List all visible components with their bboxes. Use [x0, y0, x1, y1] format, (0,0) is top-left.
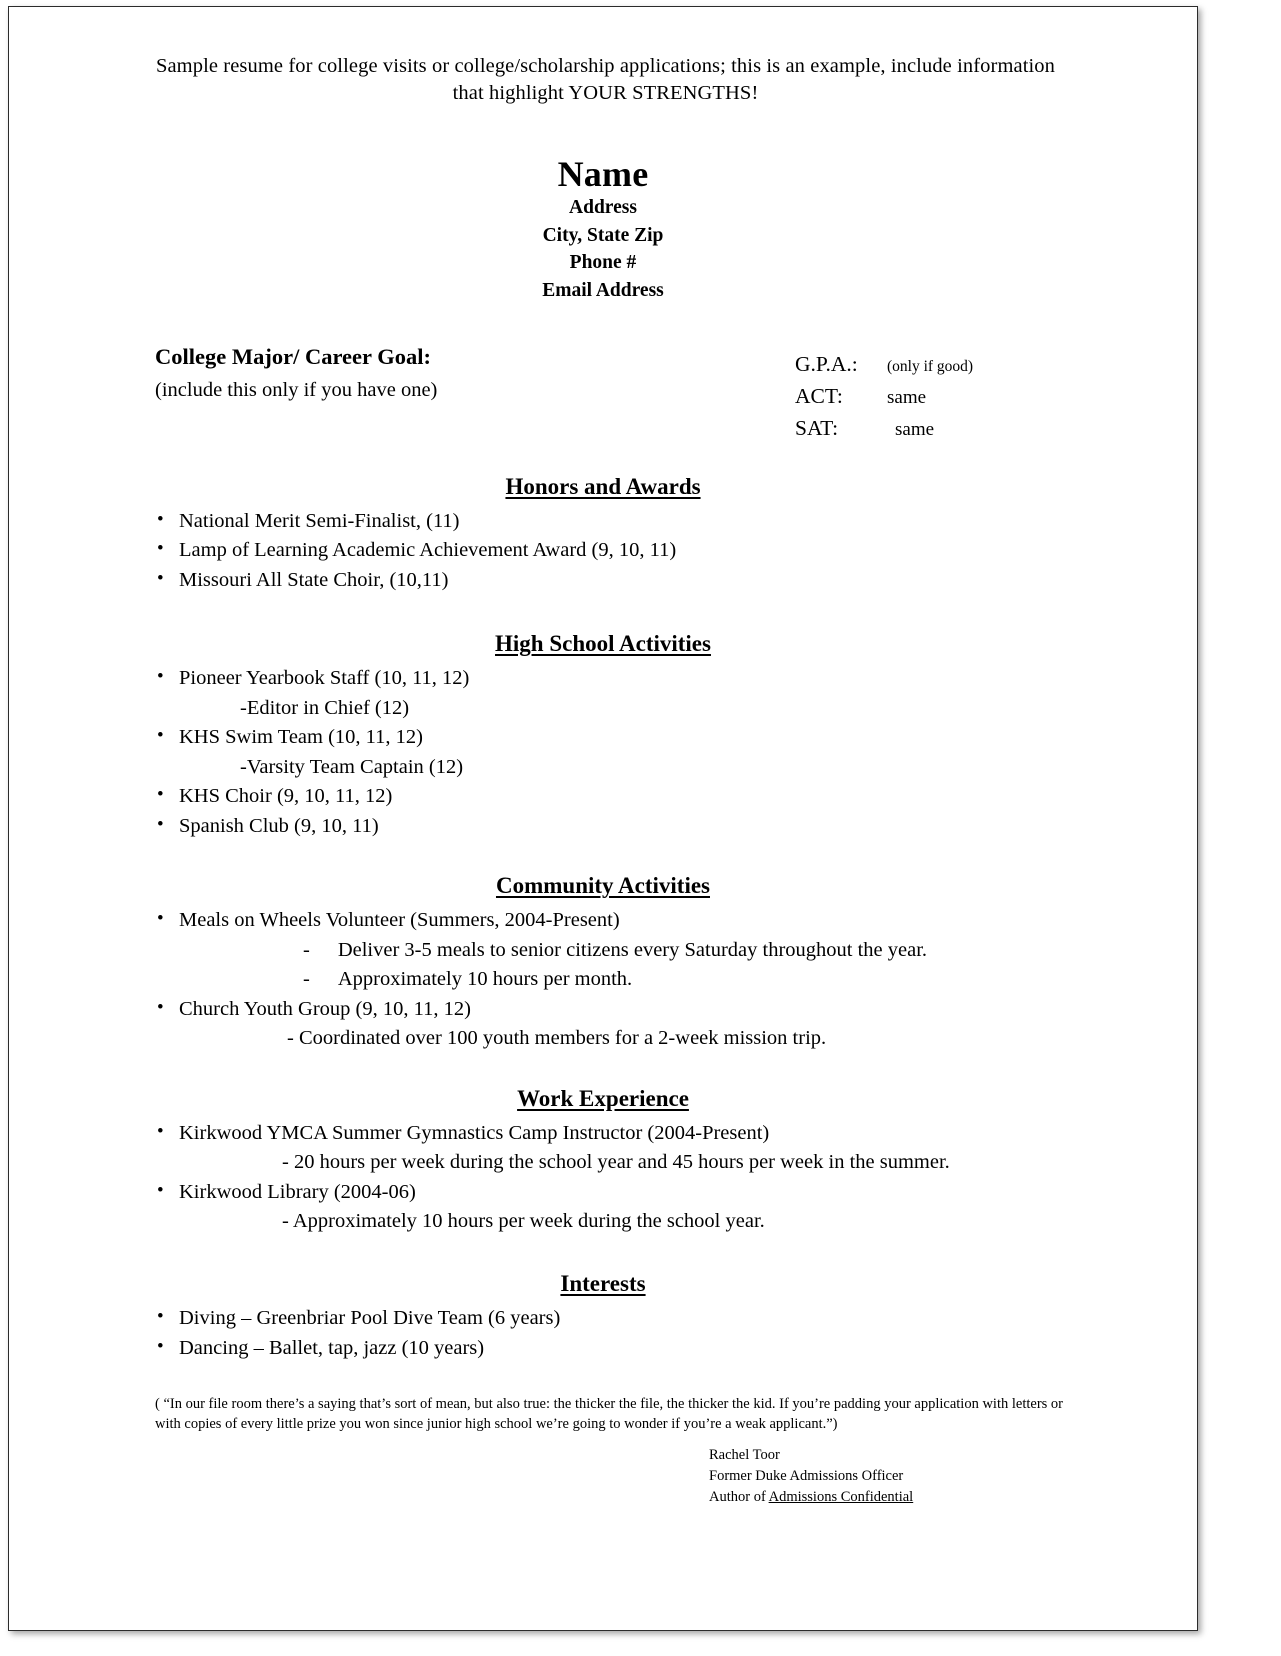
footer-attribution: [709, 1445, 1129, 1508]
list-item: • Pioneer Yearbook Staff (10, 11, 12): [157, 664, 1197, 694]
list-subitem: - Coordinated over 100 youth members for a 2-week mission trip.: [287, 1027, 827, 1050]
list-subitem: -Varsity Team Captain (12): [240, 755, 464, 778]
list-item: • National Merit Semi-Finalist, (11): [157, 507, 1197, 537]
gpa-value: (only if good): [887, 357, 974, 375]
honors-heading-text: Honors and Awards: [505, 473, 701, 499]
sat-value: same: [895, 419, 935, 441]
list-item: • Spanish Club (9, 10, 11): [157, 812, 1197, 842]
list-item: • Church Youth Group (9, 10, 11, 12): [157, 995, 1197, 1025]
list-subitem: - Approximately 10 hours per month.: [303, 968, 633, 991]
footer-role: Former Duke Admissions Officer: [709, 1468, 904, 1485]
objective-note: (include this only if you have one): [155, 379, 438, 402]
section-heading-interests: [9, 1271, 1197, 1297]
act-row: [795, 380, 1125, 413]
list-item: • KHS Choir (9, 10, 11, 12): [157, 782, 1197, 812]
sat-row: [795, 412, 1125, 445]
instruction-text: Sample resume for college visits or college/scholarship applications; this is an example, include information that highlight YOUR STRENGTHS!: [155, 55, 1055, 105]
list-subitem-text: Approximately 10 hours per month.: [337, 968, 633, 991]
test-scores-block: [795, 348, 1125, 445]
list-subitem: - Deliver 3-5 meals to senior citizens every Saturday throughout the year.: [303, 938, 928, 961]
applicant-email: Email Address: [542, 280, 664, 302]
section-heading-honors: [9, 474, 1197, 500]
list-item: • KHS Swim Team (10, 11, 12): [157, 723, 1197, 753]
list-item: • Diving – Greenbriar Pool Dive Team (6 years): [157, 1304, 1197, 1334]
list-subitem: - 20 hours per week during the school year and 45 hours per week in the summer.: [282, 1151, 950, 1174]
list-subitem-text: Deliver 3-5 meals to senior citizens every Saturday throughout the year.: [337, 938, 928, 961]
community-list: [9, 906, 1197, 1054]
list-item: • Kirkwood Library (2004-06): [157, 1178, 1197, 1208]
page-content: [9, 7, 1197, 1630]
interests-list: [9, 1304, 1197, 1363]
act-label: ACT:: [795, 383, 843, 408]
section-heading-work: [9, 1086, 1197, 1112]
footer-book-line: [709, 1487, 1129, 1508]
section-heading-community: [9, 873, 1197, 899]
list-item: • Lamp of Learning Academic Achievement Award (9, 10, 11): [157, 536, 1197, 566]
work-list: [9, 1119, 1197, 1237]
sat-label: SAT:: [795, 416, 839, 441]
section-heading-high-school: [9, 631, 1197, 657]
list-subitem: -Editor in Chief (12): [240, 696, 410, 719]
applicant-city-state-zip: City, State Zip: [542, 224, 664, 246]
footer-quote: ( “In our file room there’s a saying that’s sort of mean, but also true: the thicker the file, the thicker the kid. If you’re padding your application with letters or with copies of every little prize you won since junior high school we’re going to wonder if you’re a weak applicant.”): [155, 1396, 1063, 1432]
applicant-phone: Phone #: [569, 252, 637, 274]
applicant-address: Address: [569, 196, 637, 218]
list-item: • Kirkwood YMCA Summer Gymnastics Camp Instructor (2004-Present): [157, 1119, 1197, 1149]
honors-list: [9, 507, 1197, 596]
interests-heading-text: Interests: [560, 1271, 646, 1296]
objective-title: College Major/ Career Goal:: [155, 343, 431, 369]
footer-book-title: Admissions Confidential: [768, 1489, 914, 1506]
applicant-name: Name: [557, 154, 649, 195]
footer-book-prefix: Author of: [709, 1489, 769, 1506]
identity-block: [9, 155, 1197, 305]
objective-and-scores-row: [9, 342, 1197, 441]
work-heading-text: Work Experience: [517, 1085, 689, 1111]
gpa-label: G.P.A.:: [795, 351, 858, 376]
gpa-row: [795, 348, 1125, 380]
community-heading-text: Community Activities: [495, 873, 710, 899]
act-value: same: [887, 386, 927, 408]
footer-author: Rachel Toor: [709, 1447, 780, 1463]
list-item: • Dancing – Ballet, tap, jazz (10 years): [157, 1334, 1197, 1364]
list-subitem: - Approximately 10 hours per week during the school year.: [282, 1210, 765, 1233]
list-item: • Meals on Wheels Volunteer (Summers, 2004-Present): [157, 906, 1197, 936]
list-item: • Missouri All State Choir, (10,11): [157, 566, 1197, 596]
document-page: [8, 6, 1198, 1631]
high-school-list: [9, 664, 1197, 841]
high-school-heading-text: High School Activities: [495, 631, 711, 657]
